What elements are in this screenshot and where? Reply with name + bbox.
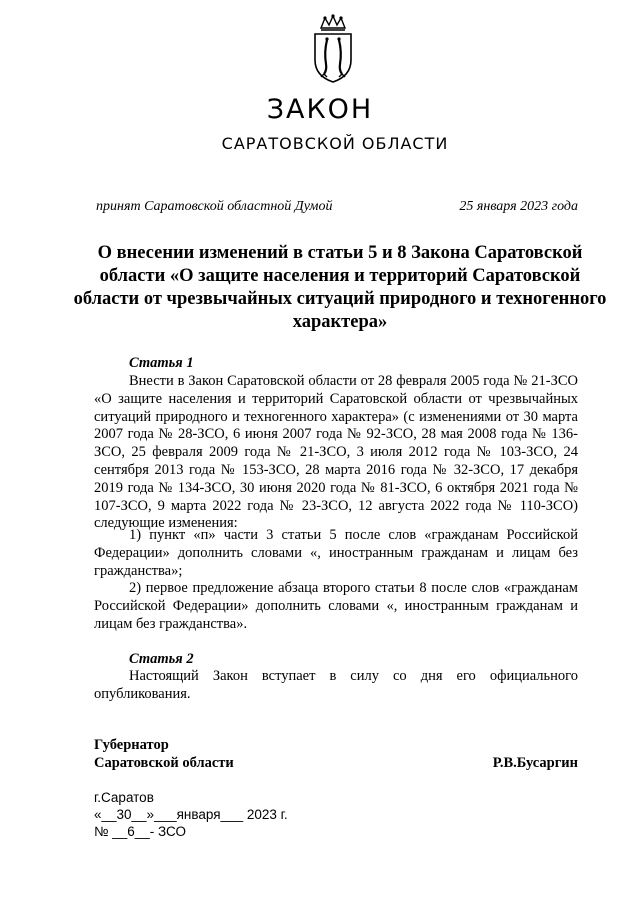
adopted-by: принят Саратовской областной Думой <box>96 199 333 214</box>
signatory-role-line-1: Губернатор <box>94 737 169 753</box>
signatory-name: Р.В.Бусаргин <box>492 755 578 771</box>
article-2-text: Настоящий Закон вступает в силу со дня его официального опубликования. <box>94 668 578 702</box>
signatory-role-line-2: Саратовской области <box>94 755 234 771</box>
article-1-item-2: 2) первое предложение абзаца второго статьи 8 после слов «гражданам Российской Федерации» дополнить словами «, иностранным гражданам и лицам без гражданства». <box>94 580 578 632</box>
article-1-heading: Статья 1 <box>129 355 194 371</box>
footer-date: «__30__»___января___ 2023 г. <box>94 807 288 822</box>
law-label: ЗАКОН <box>266 94 374 125</box>
article-2-heading: Статья 2 <box>129 651 194 667</box>
adopted-date: 25 января 2023 года <box>459 199 578 214</box>
footer-number: № __6__- ЗСО <box>94 824 186 839</box>
footer-city: г.Саратов <box>94 790 154 805</box>
article-1-intro: Внести в Закон Саратовской области от 28 февраля 2005 года № 21-ЗСО «О защите населения и территорий Саратовской области от чрезвычайных ситуаций природного и техногенного характера» (с изменениями от 30 марта 2007 года № 28-ЗСО, 6 июня 2007 года № 92-ЗСО, 28 мая 2008 года № 136-ЗСО, 25 февраля 2009 года № 21-ЗСО, 3 июля 2012 года № 103-ЗСО, 24 сентября 2013 года № 153-ЗСО, 28 марта 2016 года № 32-ЗСО, 17 декабря 2019 года № 134-ЗСО, 30 июня 2020 года № 81-ЗСО, 6 октября 2021 года № 107-ЗСО, 9 марта 2022 года № 23-ЗСО, 12 августа 2022 года № 110-ЗСО) следующие изменения: <box>94 373 578 532</box>
signatory-role <box>94 736 234 772</box>
article-1-item-1: 1) пункт «п» части 3 статьи 5 после слов «гражданам Российской Федерации» дополнить словами «, иностранным гражданам и лицам без гражданства»; <box>94 527 578 579</box>
document-title: О внесении изменений в статьи 5 и 8 Закона Саратовской области «О защите населения и территорий Саратовской области от чрезвычайных ситуаций природного и техногенного характера» <box>73 243 607 332</box>
saratov-coat-of-arms-icon <box>307 14 359 84</box>
region-label: САРАТОВСКОЙ ОБЛАСТИ <box>221 134 449 153</box>
